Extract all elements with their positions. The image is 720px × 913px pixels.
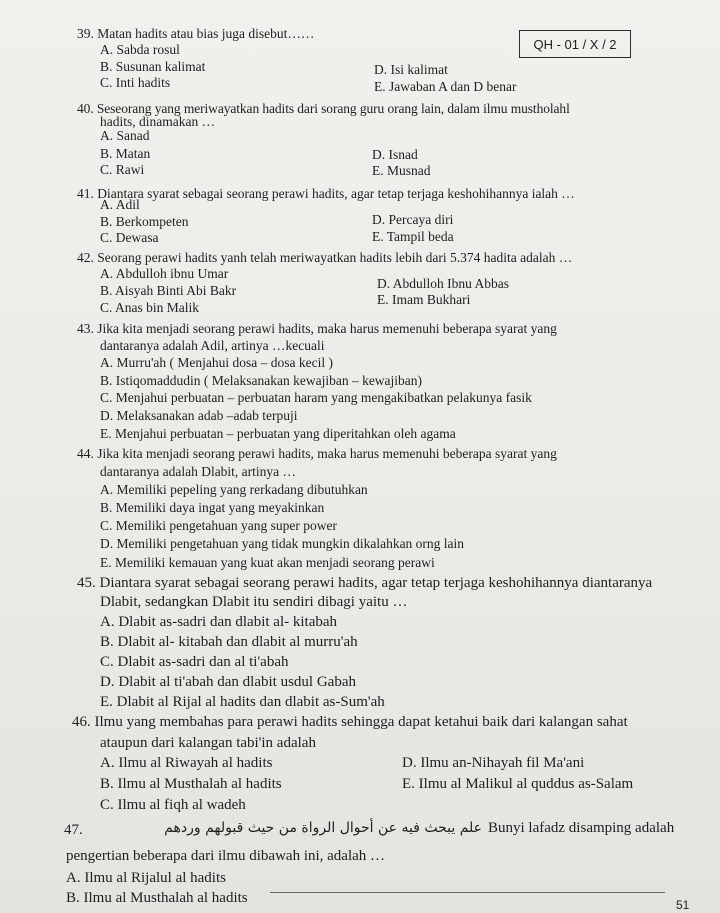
question-40-stem: 40. Seseorang yang meriwayatkan hadits dari sorang guru orang lain, dalam ilmu mustholahl (77, 101, 570, 116)
q40-option-c: C. Rawi (100, 162, 145, 177)
q46-option-e: E. Ilmu al Malikul al quddus as-Salam (402, 776, 634, 792)
q46-option-c: C. Ilmu al fiqh al wadeh (100, 797, 246, 813)
q45-option-e: E. Dlabit al Rijal al hadits dan dlabit as-Sum'ah (100, 694, 385, 710)
q39-option-d: D. Isi kalimat (374, 62, 448, 77)
q44-option-c: C. Memiliki pengetahuan yang super power (100, 518, 337, 533)
q46-option-a: A. Ilmu al Riwayah al hadits (100, 755, 273, 771)
q42-option-d: D. Abdulloh Ibnu Abbas (377, 276, 510, 291)
q44-option-a: A. Memiliki pepeling yang rerkadang dibutuhkan (100, 482, 368, 497)
q41-option-d: D. Percaya diri (372, 212, 454, 227)
q41-option-b: B. Berkompeten (100, 214, 189, 229)
q40-option-a: A. Sanad (100, 128, 150, 143)
q44-option-e: E. Memiliki kemauan yang kuat akan menjadi seorang perawi (100, 555, 435, 570)
question-47-stem-tail: Bunyi lafadz disamping adalah (488, 820, 675, 836)
question-44-stem: 44. Jika kita menjadi seorang perawi hadits, maka harus memenuhi beberapa syarat yang (77, 446, 557, 461)
q44-option-d: D. Memiliki pengetahuan yang tidak mungkin dikalahkan orng lain (100, 536, 465, 551)
q47-option-b: B. Ilmu al Musthalah al hadits (66, 890, 248, 906)
question-40-stem-cont: hadits, dinamakan … (100, 114, 216, 129)
q42-option-b: B. Aisyah Binti Abi Bakr (100, 283, 237, 298)
q40-option-d: D. Isnad (372, 147, 418, 162)
q41-option-e: E. Tampil beda (372, 229, 454, 244)
q44-option-b: B. Memiliki daya ingat yang meyakinkan (100, 500, 325, 515)
question-46-stem-cont: ataupun dari kalangan tabi'in adalah (100, 735, 316, 751)
q39-option-b: B. Susunan kalimat (100, 59, 206, 74)
q46-option-b: B. Ilmu al Musthalah al hadits (100, 776, 282, 792)
question-43-stem: 43. Jika kita menjadi seorang perawi hadits, maka harus memenuhi beberapa syarat yang (77, 321, 557, 336)
q43-option-a: A. Murru'ah ( Menjahui dosa – dosa kecil ) (100, 355, 334, 370)
q41-option-c: C. Dewasa (100, 230, 159, 245)
q47-option-a: A. Ilmu al Rijalul al hadits (66, 870, 226, 886)
q43-option-c: C. Menjahui perbuatan – perbuatan haram yang mengakibatkan pelakunya fasik (100, 390, 532, 405)
q40-option-e: E. Musnad (372, 163, 431, 178)
question-41-stem: 41. Diantara syarat sebagai seorang perawi hadits, agar tetap terjaga keshohihannya ialah … (77, 186, 575, 201)
document-code-box (519, 30, 631, 58)
q45-option-d: D. Dlabit al ti'abah dan dlabit usdul Gabah (100, 674, 356, 690)
question-39-stem: 39. Matan hadits atau bias juga disebut…… (77, 26, 315, 41)
q45-option-c: C. Dlabit as-sadri dan al ti'abah (100, 654, 289, 670)
q45-option-a: A. Dlabit as-sadri dan dlabit al- kitabah (100, 614, 338, 630)
q43-option-e: E. Menjahui perbuatan – perbuatan yang diperitahkan oleh agama (100, 426, 456, 441)
q42-option-a: A. Abdulloh ibnu Umar (100, 266, 229, 281)
question-42-stem: 42. Seorang perawi hadits yanh telah meriwayatkan hadits lebih dari 5.374 hadita adalah … (77, 250, 573, 265)
q42-option-e: E. Imam Bukhari (377, 292, 471, 307)
question-44-stem-cont: dantaranya adalah Dlabit, artinya … (100, 464, 297, 479)
q42-option-c: C. Anas bin Malik (100, 300, 200, 315)
q43-option-b: B. Istiqomaddudin ( Melaksanakan kewajiban – kewajiban) (100, 373, 423, 388)
question-47-number: 47. (64, 822, 83, 838)
q46-option-d: D. Ilmu an-Nihayah fil Ma'ani (402, 755, 585, 771)
q41-option-a: A. Adil (100, 197, 140, 212)
question-46-stem: 46. Ilmu yang membahas para perawi hadits sehingga dapat ketahui baik dari kalangan sahat (72, 714, 628, 730)
question-45-stem-cont: Dlabit, sedangkan Dlabit itu sendiri dibagi yaitu … (100, 594, 408, 610)
question-45-stem: 45. Diantara syarat sebagai seorang perawi hadits, agar tetap terjaga keshohihannya diantaranya (77, 575, 653, 591)
q39-option-c: C. Inti hadits (100, 75, 171, 90)
q39-option-a: A. Sabda rosul (100, 42, 180, 57)
page-number: 51 (676, 898, 690, 912)
question-47-arabic-text: علم يبحث فيه عن أحوال الرواة من حيث قبولهم وردهم (164, 820, 482, 836)
q43-option-d: D. Melaksanakan adab –adab terpuji (100, 408, 298, 423)
footer-rule (270, 892, 665, 893)
q45-option-b: B. Dlabit al- kitabah dan dlabit al murru'ah (100, 634, 358, 650)
q39-option-e: E. Jawaban A dan D benar (374, 79, 517, 94)
q40-option-b: B. Matan (100, 146, 151, 161)
question-47-stem-cont: pengertian beberapa dari ilmu dibawah ini, adalah … (66, 848, 386, 864)
document-code: QH - 01 / X / 2 (533, 36, 617, 52)
question-43-stem-cont: dantaranya adalah Adil, artinya …kecuali (100, 338, 325, 353)
